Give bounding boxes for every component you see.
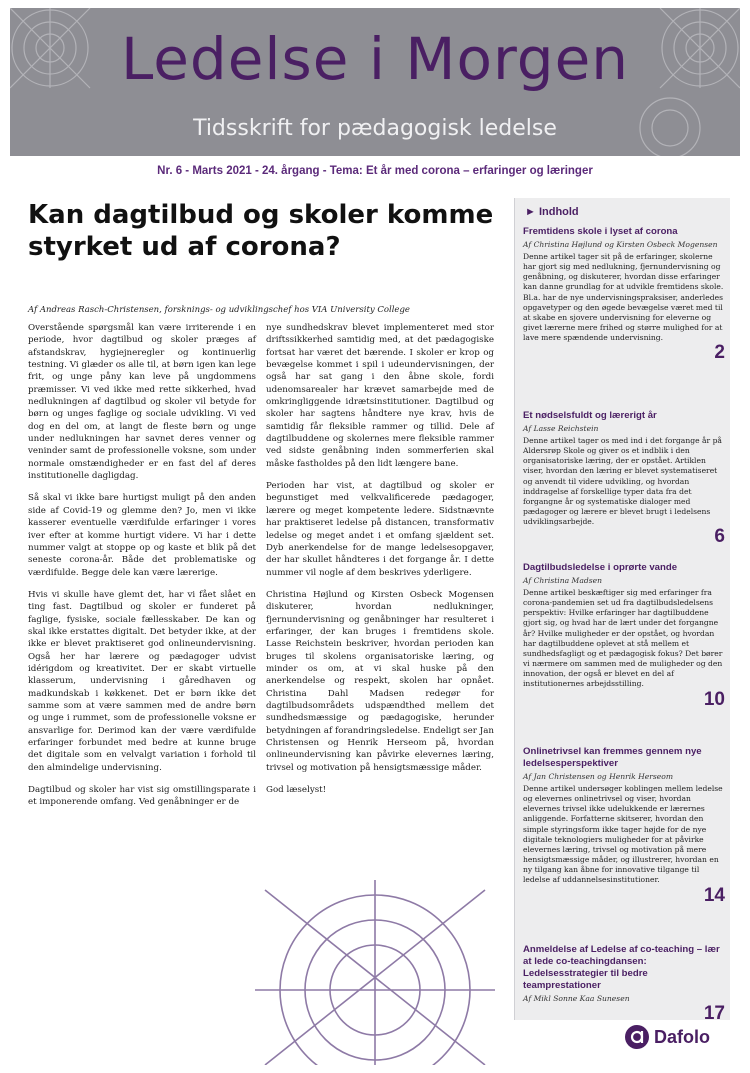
paragraph: Så skal vi ikke bare hurtigst muligt på den anden side af Covid-19 og glemme den? Jo, men vi ikke kasserer eventuelle værdifulde erfaringer i vores iver efter at komme hurtigt videre. Vi har i dette nummer valgt at stoppe op og kaste et blik på det seneste corona-år. Både det problematiske og værdifulde. Begge dele kan være lærerige. (28, 493, 256, 578)
entry-summary: Denne artikel undersøger koblingen mellem ledelse og elevernes onlinetrivsel og viser, hvordan elevernes trivsel ikke udelukkende er lærernes anliggende. Forfatterne skitserer, hvordan den simple styringsform ikke tager højde for de nye digitale teknologiers muligheder for at påvirke elevernes læring, trivsel og motivation på mere hensigtsmæssige måder, og illustrerer, hvordan en ny tilgang kan åbne for innovative tilgange til ledelse af uddannelsesinstitutioner. (523, 783, 723, 885)
publisher-logo (624, 1024, 710, 1050)
contents-sidebar (514, 198, 730, 1024)
entry-title[interactable]: Fremtidens skole i lyset af corona (523, 226, 678, 237)
article-column-2 (266, 322, 494, 806)
entry-summary: Denne artikel beskæftiger sig med erfaringer fra corona-pandemien set ud fra dagtilbudsledelsens perspektiv: Hvilke erfaringer har dagtilbuddene gjort sig, og hvad har de lært under det forgangne år? Hvilke muligheder er der opstået, og hvordan har dagtilbuddene oplevet at stå mellem et sundhedsfagligt og et pædagogisk fokus? Det bører vi nærmere om sammen med de muligheder og den innovation, der også er blevet en del af institutionernes arbejdsstilling. (523, 587, 723, 689)
magazine-subtitle: Tidsskrift for pædagogisk ledelse (193, 116, 557, 141)
masthead-banner (10, 8, 740, 156)
entry-title[interactable]: Dagtilbudsledelse i oprørte vande (523, 562, 678, 573)
article-byline: Af Andreas Rasch-Christensen, forsknings- og udviklingschef hos VIA University College (28, 305, 410, 315)
paragraph: Christina Højlund og Kirsten Osbeck Mogensen diskuterer, hvordan nedlukninger, fjernundervisning og genåbninger har resulteret i erfaringer, der kan bruges i fremtidens skole. Lasse Reichstein beskriver, hvordan perioden kan bruges til skolens organisatoriske læring, og minder os om, at vi skal huske på den anerkendelse og respekt, skolen har opnået. Christina Dahl Madsen redegør for dagtilbudsområdets udspændthed mellem det sundhedsmæssige og pædagogiske, herunder betydningen af forandringsledelse. Endeligt ser Jan Christensen og Henrik Herseom på, hvordan onlineundervisning kan påvirke elevernes læring, trivsel og motivation på hensigtsmæssige måder. (266, 589, 494, 773)
dafolo-logo-icon (624, 1024, 650, 1050)
entry-author: Af Jan Christensen og Henrik Herseom (523, 771, 674, 781)
entry-summary: Denne artikel tager os med ind i det forgange år på Aldersrøp Skole og giver os et indblik i den organisatoriske læring, der er opstået. Artiklen viser, hvordan den læring er blevet systematiseret og anvendt til videre udvikling, og hvordan inddragelse af forskellige typer data fra det forgangne år og systematiske dialoger med pædagoger og lærere er blevet brugt i ledelsens udviklingsarbejde. (523, 435, 722, 527)
paragraph: Dagtilbud og skoler har vist sig omstillingsparate i et imponerende omfang. Ved genåbninger er de (28, 785, 256, 808)
entry-page-number: 17 (703, 1002, 725, 1024)
contents-heading: ► Indhold (525, 206, 579, 218)
entry-page-number: 10 (703, 688, 725, 710)
entry-title[interactable]: Anmeldelse af Ledelse af co-teaching – lær at lede co-teachingdansen: Ledelsesstrategier til bedre teamprestationer (523, 944, 720, 991)
compass-ornament-icon (255, 870, 495, 1065)
paragraph: Perioden har vist, at dagtilbud og skoler er begunstiget med velkvalificerede pædagoger, lærere og meget kompetente ledere. Sidstnævnte har praktiseret ledelse på distancen, transformativ ledelse og meget andet i et omfang sjældent set. Dyb anerkendelse for de mange ledelsesopgaver, der har skullet håndteres i det forgange år. I dette nummer vil nogle af dem beskrives yderligere. (266, 481, 494, 578)
entry-title[interactable]: Et nødselsfuldt og lærerigt år (523, 410, 657, 421)
paragraph: Hvis vi skulle have glemt det, har vi fået slået en ting fast. Dagtilbud og skoler er funderet på faglige, fysiske, sociale fællesskaber. De kan og skal ikke erstattes digitalt. Det betyder ikke, at der ikke er blevet praktiseret god onlineundervisning. Også her har lærere og pædagoger udvist idérigdom og kreativitet. Der er skabt virtuelle klasserum, undervisning i gåredhaven og madkundskab i køkkenet. Det er børn ikke det samme som at være sammen med de andre børn og unge i rummet, som de professionelle voksne er ansvarlige for. Derimod kan der være værdifulde erfaringer forbundet med bedre at kunne bruge det digitale som en velvalgt variation i forhold til den almindelige undervisning. (28, 589, 256, 773)
entry-page-number: 2 (714, 342, 725, 364)
article-headline: Kan dagtilbud og skoler komme styrket ud af corona? (28, 200, 494, 262)
contents-entry[interactable] (523, 410, 725, 546)
entry-title[interactable]: Onlinetrivsel kan fremmes gennem nye ledelsesperspektiver (523, 746, 702, 769)
entry-summary: Denne artikel tager sit på de erfaringer, skolerne har gjort sig med nedlukning, fjernundervisning og genåbning, og diskuterer, hvordan disse erfaringer kan danne grundlag for at udvikle fremtidens skole. Bl.a. har de nye undervisningspraksiser, anderledes opgavetyper og den øgede bevægelse været med til at skabe en sjovere undervisning for eleverne og givet lærerne mere frihed og større mulighed for at lave mere spændende undervisning. (523, 251, 724, 343)
entry-author: Af Christina Madsen (523, 575, 602, 585)
paragraph: nye sundhedskrav blevet implementeret med stor driftssikkerhed samtidig med, at det pædagogiske fortsat har været det bærende. I skoler er krop og bevægelse kommet i spil i udeundervisningen, der også har sat gang i den åbne skole, fordi udenomsarealer har krævet samarbejde med de omkringliggende idrætsinstitutioner. Dagtilbud og skoler har sagtens håndtere nye krav, hvis de samtidig får fleksible rammer og tillid. Dele af dagtilbuddene og skolernes mere fleksible rammer ved sidste genåbning inden sommerferien skal måske fastholdes på den lidt længere bane. (266, 323, 494, 469)
entry-page-number: 6 (714, 526, 725, 548)
paragraph: God læselyst! (266, 785, 327, 796)
paragraph: Overstående spørgsmål kan være irriterende i en periode, hvor dagtilbud og skoler præges af afstandskrav, hygiejneregler og kontinuerlig testning. Vi glæder os alle til, at børn igen kan lege frit, og unge påny kan leve på ungdommens præmisser. Vi ved ikke med rette sikkerhed, hvad nedlukningen af dagtilbud og skoler vil betyde for børn og unges faglige og sociale udvikling. Vi ved dog en del om, at langt de fleste børn og unge under nedlukningen har savnet deres venner og veninder samt de professionelle voksne, som under normale omstændigheder er en fast del af deres institutionelle dagligdag. (28, 323, 256, 482)
entry-author: Af Lasse Reichstein (523, 423, 599, 433)
contents-entry[interactable] (523, 746, 725, 905)
magazine-title: Ledelse i Morgen (120, 25, 630, 93)
logo-text: Dafolo (654, 1026, 710, 1047)
entry-page-number: 14 (703, 884, 725, 906)
article-column-1 (28, 322, 256, 819)
contents-entry[interactable] (523, 226, 725, 362)
entry-author: Af Mikl Sonne Kaa Sunesen (523, 993, 630, 1003)
contents-entry[interactable] (523, 562, 725, 709)
contents-entry[interactable] (523, 944, 725, 1023)
issue-line: Nr. 6 - Marts 2021 - 24. årgang - Tema: Et år med corona – erfaringer og læringer (157, 165, 593, 177)
entry-author: Af Christina Højlund og Kirsten Osbeck Mogensen (523, 239, 718, 249)
